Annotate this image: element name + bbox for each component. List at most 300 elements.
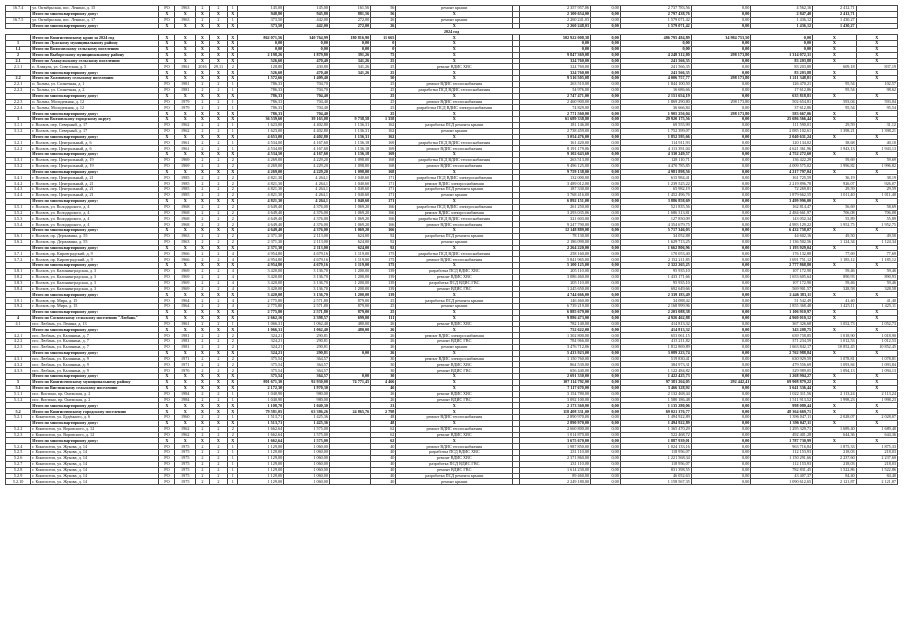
- table-cell: 2: [209, 298, 227, 304]
- table-cell: 2: [209, 368, 227, 374]
- table-cell: 170 053,40: [620, 251, 691, 257]
- table-cell: 1985: [175, 193, 196, 199]
- table-cell: Х: [813, 41, 857, 47]
- table-cell: Х: [159, 309, 175, 315]
- table-cell: 4 376,00: [284, 216, 330, 222]
- table-cell: 0,00: [691, 64, 751, 70]
- table-cell: 0,00: [691, 210, 751, 216]
- table-cell: Х: [813, 76, 857, 82]
- table-cell: 2: [196, 17, 210, 23]
- table-cell: г. Волхов, пр. Мира, д. 15: [31, 298, 159, 304]
- table-cell: 166: [371, 216, 396, 222]
- table-cell: 1 069,20: [329, 222, 370, 228]
- table-cell: РО: [159, 450, 175, 456]
- table-cell: 1.1: [6, 46, 31, 52]
- table-cell: 26: [371, 327, 396, 333]
- table-cell: 1 522,86: [856, 467, 897, 473]
- table-cell: 1: [228, 397, 238, 403]
- table-cell: 1 314 072,31: [751, 52, 813, 58]
- table-cell: Итого по Кингисеппскому муниципальному району: [31, 380, 159, 386]
- table-cell: 3 086 460,00: [520, 274, 591, 280]
- table-cell: п. Холмы, ул. Солнечная, д. 1: [31, 81, 159, 87]
- table-cell: 6 432 758,07: [751, 228, 813, 234]
- table-cell: 3 092 100,00: [520, 397, 591, 403]
- table-cell: 3.8.1: [6, 268, 31, 274]
- table-cell: 1: [228, 467, 238, 473]
- table-cell: 1 425,36: [284, 415, 330, 421]
- table-cell: 1 060,00: [284, 461, 330, 467]
- table-cell: Х: [196, 23, 210, 29]
- table-cell: 1975: [175, 455, 196, 461]
- table-cell: 2 151 654,19: [620, 93, 691, 99]
- table-cell: 1 513,71: [238, 415, 284, 421]
- table-cell: 1 396 047,11: [751, 415, 813, 421]
- table-cell: 146 460,00: [520, 298, 591, 304]
- table-cell: 1 623,00: [238, 128, 284, 134]
- table-cell: РО: [159, 140, 175, 146]
- table-cell: 40: [371, 467, 396, 473]
- table-cell: Х: [813, 309, 857, 315]
- table-cell: 890,93: [813, 274, 857, 280]
- table-cell: Х: [159, 350, 175, 356]
- table-cell: 653 061,15: [620, 333, 691, 339]
- table-cell: Х: [209, 374, 227, 380]
- table-cell: 1979: [175, 105, 196, 111]
- table-cell: РО: [159, 222, 175, 228]
- table-cell: 2 571,80: [284, 304, 330, 310]
- table-cell: Х: [856, 35, 897, 41]
- table-cell: 1 905 256,04: [620, 111, 691, 117]
- table-cell: 2: [209, 239, 227, 245]
- table-cell: 0,00: [520, 41, 591, 47]
- table-cell: Х: [228, 315, 238, 321]
- table-cell: ремонт ВДИС электроснабжения: [396, 210, 513, 216]
- table-cell: Х: [228, 228, 238, 234]
- table-cell: 5 433 923,00: [520, 350, 591, 356]
- table-cell: 2: [209, 432, 227, 438]
- table-cell: 2: [209, 175, 227, 181]
- table-cell: 4 229,20: [284, 169, 330, 175]
- table-cell: 0,00: [591, 6, 621, 12]
- table-cell: 1 124,34: [813, 239, 857, 245]
- table-cell: 9 847 369,08: [520, 52, 591, 58]
- table-cell: 0,00: [691, 309, 751, 315]
- table-cell: 171: [371, 193, 396, 199]
- table-cell: г. Волхов, ул. Володарского, д. 4: [31, 222, 159, 228]
- table-cell: 111: [371, 315, 396, 321]
- table-cell: 75: [371, 52, 396, 58]
- table-cell: 5.2.9: [6, 473, 31, 479]
- table-cell: 261 250,00: [520, 204, 591, 210]
- table-cell: 0,00: [591, 157, 621, 163]
- table-cell: 166: [371, 210, 396, 216]
- table-cell: 1 943,13: [813, 146, 857, 152]
- table-cell: 0,00: [591, 455, 621, 461]
- table-cell: 290,81: [284, 339, 330, 345]
- table-cell: 1 129,00: [238, 479, 284, 485]
- table-cell: г. Волхов, пр. Мира, д. 15: [31, 304, 159, 310]
- table-cell: 29,59: [813, 187, 857, 193]
- table-cell: 59,46: [813, 268, 857, 274]
- table-cell: 2 737 783,56: [620, 6, 691, 12]
- table-cell: Итого по многоквартирному дому:: [31, 134, 159, 140]
- table-cell: 29,11: [209, 64, 227, 70]
- table-cell: разработка ПСД ВДИС теплоснабжения: [396, 216, 513, 222]
- table-cell: Итого по многоквартирному дому:: [31, 403, 159, 409]
- table-cell: 1979: [175, 99, 196, 105]
- table-cell: 4 649,40: [238, 222, 284, 228]
- table-cell: Х: [856, 245, 897, 251]
- table-cell: 0,00: [691, 204, 751, 210]
- table-cell: 375,54: [238, 374, 284, 380]
- table-cell: 0,00: [691, 193, 751, 199]
- table-cell: Х: [856, 46, 897, 52]
- table-cell: Х: [196, 46, 210, 52]
- table-cell: 2: [196, 339, 210, 345]
- table-cell: 0,00: [691, 181, 751, 187]
- table-cell: 0,00: [591, 473, 621, 479]
- table-cell: 4 264,1: [284, 198, 330, 204]
- table-cell: 1963: [175, 233, 196, 239]
- table-cell: ремонт ВДИС теплоснабжения: [396, 426, 513, 432]
- table-cell: 1 018,90: [856, 333, 897, 339]
- table-cell: 139: [371, 274, 396, 280]
- table-cell: 2 173 360,00: [520, 403, 591, 409]
- table-cell: 2 890 970,00: [520, 420, 591, 426]
- table-cell: 3.5.4: [6, 222, 31, 228]
- table-cell: 171: [371, 198, 396, 204]
- table-cell: г. Кингисепп, ул. Жукова, д. 14: [31, 479, 159, 485]
- table-cell: 0,00: [691, 23, 751, 29]
- table-cell: Х: [159, 385, 175, 391]
- table-cell: 1 108,70: [238, 403, 284, 409]
- table-cell: 2 890 970,00: [520, 415, 591, 421]
- table-cell: 30: [371, 356, 396, 362]
- table-cell: 1961: [175, 146, 196, 152]
- table-cell: 258 160,00: [520, 251, 591, 257]
- table-cell: 0,00: [691, 187, 751, 193]
- table-cell: Х: [209, 134, 227, 140]
- table-cell: 4 954,80: [238, 257, 284, 263]
- table-cell: 1 430,27: [813, 17, 857, 23]
- table-cell: 2: [209, 304, 227, 310]
- table-cell: Х: [396, 315, 513, 321]
- table-cell: Х: [396, 309, 513, 315]
- table-cell: 413 211,82: [620, 339, 691, 345]
- table-cell: Х: [813, 374, 857, 380]
- table-cell: 1 452 496,76: [620, 193, 691, 199]
- table-cell: Х: [209, 420, 227, 426]
- table-cell: 2 571,80: [284, 309, 330, 315]
- table-cell: 1964: [175, 298, 196, 304]
- table-cell: 0,00: [691, 327, 751, 333]
- table-cell: 2: [196, 233, 210, 239]
- table-cell: 41,40: [856, 298, 897, 304]
- table-cell: 0,00: [591, 181, 621, 187]
- table-cell: Х: [813, 350, 857, 356]
- table-cell: 1 211 348,81: [751, 76, 813, 82]
- table-cell: 95,54: [813, 87, 857, 93]
- table-cell: 2 260 241,03: [520, 17, 591, 23]
- table-cell: 0,00: [691, 93, 751, 99]
- table-cell: 4 960 010,12: [751, 315, 813, 321]
- table-cell: 4.3.1: [6, 356, 31, 362]
- table-cell: разработка ПСД ВДИС теплоснабжения: [396, 251, 513, 257]
- table-cell: ремонт ВДИС ХВС: [396, 274, 513, 280]
- table-cell: 0,00: [751, 46, 813, 52]
- table-cell: Х: [396, 403, 513, 409]
- table-cell: 1 014 870,00: [520, 432, 591, 438]
- table-cell: 118 408 331,00: [520, 409, 591, 415]
- table-cell: РО: [159, 216, 175, 222]
- table-cell: 0,00: [591, 350, 621, 356]
- table-cell: 2: [209, 479, 227, 485]
- table-cell: 290,81: [284, 333, 330, 339]
- table-cell: 9 102 643,60: [520, 152, 591, 158]
- table-cell: 1 425,11: [856, 304, 897, 310]
- table-cell: 3 154 780,00: [520, 391, 591, 397]
- table-cell: 522 468,72: [620, 432, 691, 438]
- table-cell: 171: [371, 187, 396, 193]
- table-cell: Х: [228, 374, 238, 380]
- table-cell: 0,00: [591, 233, 621, 239]
- table-cell: 3 420,00: [238, 292, 284, 298]
- table-cell: 324,21: [238, 350, 284, 356]
- table-cell: 3.4.3: [6, 187, 31, 193]
- table-cell: Х: [396, 409, 513, 415]
- table-cell: 290,81: [284, 350, 330, 356]
- table-cell: ремонт крыши: [396, 128, 513, 134]
- table-cell: РО: [159, 333, 175, 339]
- table-cell: 0,00: [691, 134, 751, 140]
- table-cell: 4.3.2: [6, 362, 31, 368]
- table-cell: 1966: [175, 251, 196, 257]
- table-cell: 1 062,40: [284, 321, 330, 327]
- table-cell: 4 821,30: [238, 187, 284, 193]
- table-cell: 1 579 071,42: [620, 23, 691, 29]
- table-cell: ремонт ВДИС электроснабжения: [396, 181, 513, 187]
- table-cell: 5.2.5: [6, 450, 31, 456]
- table-cell: 38,68: [813, 140, 857, 146]
- table-cell: 2: [209, 251, 227, 257]
- table-cell: 0,00: [751, 35, 813, 41]
- table-cell: 2 738 459,00: [520, 128, 591, 134]
- table-cell: 1 129,00: [238, 444, 284, 450]
- table-cell: 704,70: [284, 81, 330, 87]
- table-cell: 55,89: [813, 216, 857, 222]
- table-cell: 0,00: [691, 17, 751, 23]
- table-cell: 2: [228, 233, 238, 239]
- table-cell: 0,00: [591, 175, 621, 181]
- table-cell: 1 040,90: [238, 397, 284, 403]
- table-cell: 1981: [175, 87, 196, 93]
- table-cell: Х: [813, 111, 857, 117]
- table-cell: разработка ПСД ВДИС ХВС: [396, 268, 513, 274]
- table-cell: 2: [196, 286, 210, 292]
- table-cell: разработка ПСД ремонта крыши: [396, 233, 513, 239]
- table-cell: г. Волхов, пер. Центральный, д. 21: [31, 187, 159, 193]
- table-cell: 1969: [175, 286, 196, 292]
- table-cell: пос. Вистино, пр. Онежская, д. 2: [31, 397, 159, 403]
- table-cell: 2: [196, 298, 210, 304]
- table-cell: Х: [209, 403, 227, 409]
- table-cell: 3.6.2: [6, 239, 31, 245]
- table-cell: 114 911,93: [620, 140, 691, 146]
- table-cell: 2.2.1: [6, 81, 31, 87]
- table-cell: РО: [159, 274, 175, 280]
- table-cell: 30: [371, 374, 396, 380]
- table-cell: г. Волхов, ул. Калининградская, д. 3: [31, 286, 159, 292]
- table-cell: 4 264,1: [284, 181, 330, 187]
- table-cell: Итого по Лужскому муниципальному району: [31, 41, 159, 47]
- table-cell: 107 172,90: [751, 280, 813, 286]
- table-cell: 2 237,60: [813, 455, 857, 461]
- table-cell: Х: [396, 245, 513, 251]
- capital-repair-register-table: [5, 5, 898, 485]
- table-cell: РО: [159, 87, 175, 93]
- table-cell: 1984: [175, 391, 196, 397]
- table-cell: 1 436,12: [751, 23, 813, 29]
- table-cell: Х: [813, 420, 857, 426]
- table-cell: 324,21: [238, 344, 284, 350]
- table-cell: 1962: [175, 432, 196, 438]
- table-cell: г. Кингисепп, ул. Жукова, д. 14: [31, 473, 159, 479]
- table-cell: 4 167,60: [284, 140, 330, 146]
- table-cell: 25: [371, 70, 396, 76]
- table-cell: 3 420,00: [238, 268, 284, 274]
- table-cell: разработка ПСД ВДИС ГВС: [396, 461, 513, 467]
- table-cell: Х: [196, 169, 210, 175]
- table-cell: РО: [159, 461, 175, 467]
- table-cell: Х: [209, 245, 227, 251]
- table-cell: Х: [175, 374, 196, 380]
- table-cell: 0,00: [591, 146, 621, 152]
- table-cell: 2 168 999,96: [620, 304, 691, 310]
- table-cell: 1963: [175, 17, 196, 23]
- table-cell: 128,80: [238, 64, 284, 70]
- table-cell: 1975: [175, 473, 196, 479]
- table-cell: Х: [856, 380, 897, 386]
- table-cell: Х: [159, 228, 175, 234]
- table-cell: 2: [228, 432, 238, 438]
- table-cell: 1 623,00: [238, 122, 284, 128]
- table-cell: 1 425,11: [813, 304, 857, 310]
- table-cell: 2.2: [6, 76, 31, 82]
- table-cell: Х: [196, 315, 210, 321]
- table-cell: 40: [371, 479, 396, 485]
- table-cell: 1963: [175, 6, 196, 12]
- table-cell: 0,00: [591, 193, 621, 199]
- table-cell: Х: [209, 198, 227, 204]
- table-cell: Х: [175, 93, 196, 99]
- table-cell: Итого по многоквартирному дому:: [31, 263, 159, 269]
- table-cell: 2: [209, 397, 227, 403]
- table-cell: 948,80: [238, 11, 284, 17]
- table-cell: г. Кингисепп, ул. Будённого, д. 6: [31, 415, 159, 421]
- table-cell: ремонт ВДИС ГВС: [396, 286, 513, 292]
- table-cell: 704,40: [284, 111, 330, 117]
- table-cell: г. Кингисепп, ул. Жукова, д. 14: [31, 450, 159, 456]
- table-cell: 0,00: [691, 257, 751, 263]
- table-cell: Х: [209, 350, 227, 356]
- table-cell: 181 146,00: [520, 122, 591, 128]
- table-cell: 2: [209, 163, 227, 169]
- table-cell: 2 571,80: [284, 298, 330, 304]
- table-cell: Х: [396, 380, 513, 386]
- table-cell: 926,07: [856, 181, 897, 187]
- table-cell: 2: [209, 222, 227, 228]
- table-cell: 1 970,30: [284, 385, 330, 391]
- table-cell: 145,00: [284, 6, 330, 12]
- table-cell: 92 930,00: [284, 380, 330, 386]
- table-cell: 1 662,64: [238, 426, 284, 432]
- table-cell: 89 460,00: [520, 473, 591, 479]
- table-cell: 3 420,00: [238, 286, 284, 292]
- table-cell: Х: [813, 315, 857, 321]
- table-cell: 2 172,30: [238, 385, 284, 391]
- table-cell: 25: [371, 111, 396, 117]
- table-cell: Х: [813, 327, 857, 333]
- table-cell: 1 653 605,64: [751, 274, 813, 280]
- table-cell: Х: [228, 152, 238, 158]
- table-cell: разработка ПСД ВДИС электроснабжения: [396, 175, 513, 181]
- table-cell: 1 245 650,00: [520, 286, 591, 292]
- table-cell: 77,69: [856, 251, 897, 257]
- table-cell: Х: [196, 409, 210, 415]
- table-cell: г. Волхов, пер. Центральный, д. 19: [31, 157, 159, 163]
- table-cell: 0,00: [691, 70, 751, 76]
- table-cell: 98,62: [856, 87, 897, 93]
- table-cell: 2 219 896,78: [751, 181, 813, 187]
- table-cell: 1 094,13: [856, 368, 897, 374]
- table-cell: 26: [371, 321, 396, 327]
- table-cell: 2.2.3: [6, 99, 31, 105]
- table-cell: 34 984 753,50: [691, 35, 751, 41]
- table-cell: 0,00: [691, 362, 751, 368]
- table-cell: РО: [159, 356, 175, 362]
- table-cell: 139: [371, 268, 396, 274]
- table-cell: Х: [228, 111, 238, 117]
- table-cell: 624,00: [329, 245, 370, 251]
- table-cell: 0,00: [591, 339, 621, 345]
- table-cell: 112 153,93: [751, 461, 813, 467]
- table-cell: 1: [228, 105, 238, 111]
- table-cell: 862 071,56: [238, 35, 284, 41]
- table-cell: 4 954,80: [238, 263, 284, 269]
- table-cell: 364,57: [284, 356, 330, 362]
- table-cell: 4 248 312,80: [620, 52, 691, 58]
- table-cell: [513, 479, 520, 485]
- table-cell: 171: [371, 175, 396, 181]
- table-cell: 2 798: [371, 409, 396, 415]
- table-cell: 1 078,81: [813, 356, 857, 362]
- table-cell: 1 136,31: [329, 122, 370, 128]
- table-cell: 2: [196, 356, 210, 362]
- table-cell: 1976: [175, 368, 196, 374]
- table-cell: 1961: [175, 64, 196, 70]
- table-cell: 1968: [175, 222, 196, 228]
- table-cell: Х: [813, 263, 857, 269]
- table-cell: 95 935,10: [620, 268, 691, 274]
- table-cell: Х: [396, 152, 513, 158]
- table-cell: 492 401,28: [751, 432, 813, 438]
- table-cell: 1981: [175, 81, 196, 87]
- table-cell: Х: [159, 327, 175, 333]
- table-cell: 2: [196, 268, 210, 274]
- table-cell: 4 269,00: [238, 163, 284, 169]
- table-cell: 1 136,18: [329, 140, 370, 146]
- table-cell: 0,00: [591, 105, 621, 111]
